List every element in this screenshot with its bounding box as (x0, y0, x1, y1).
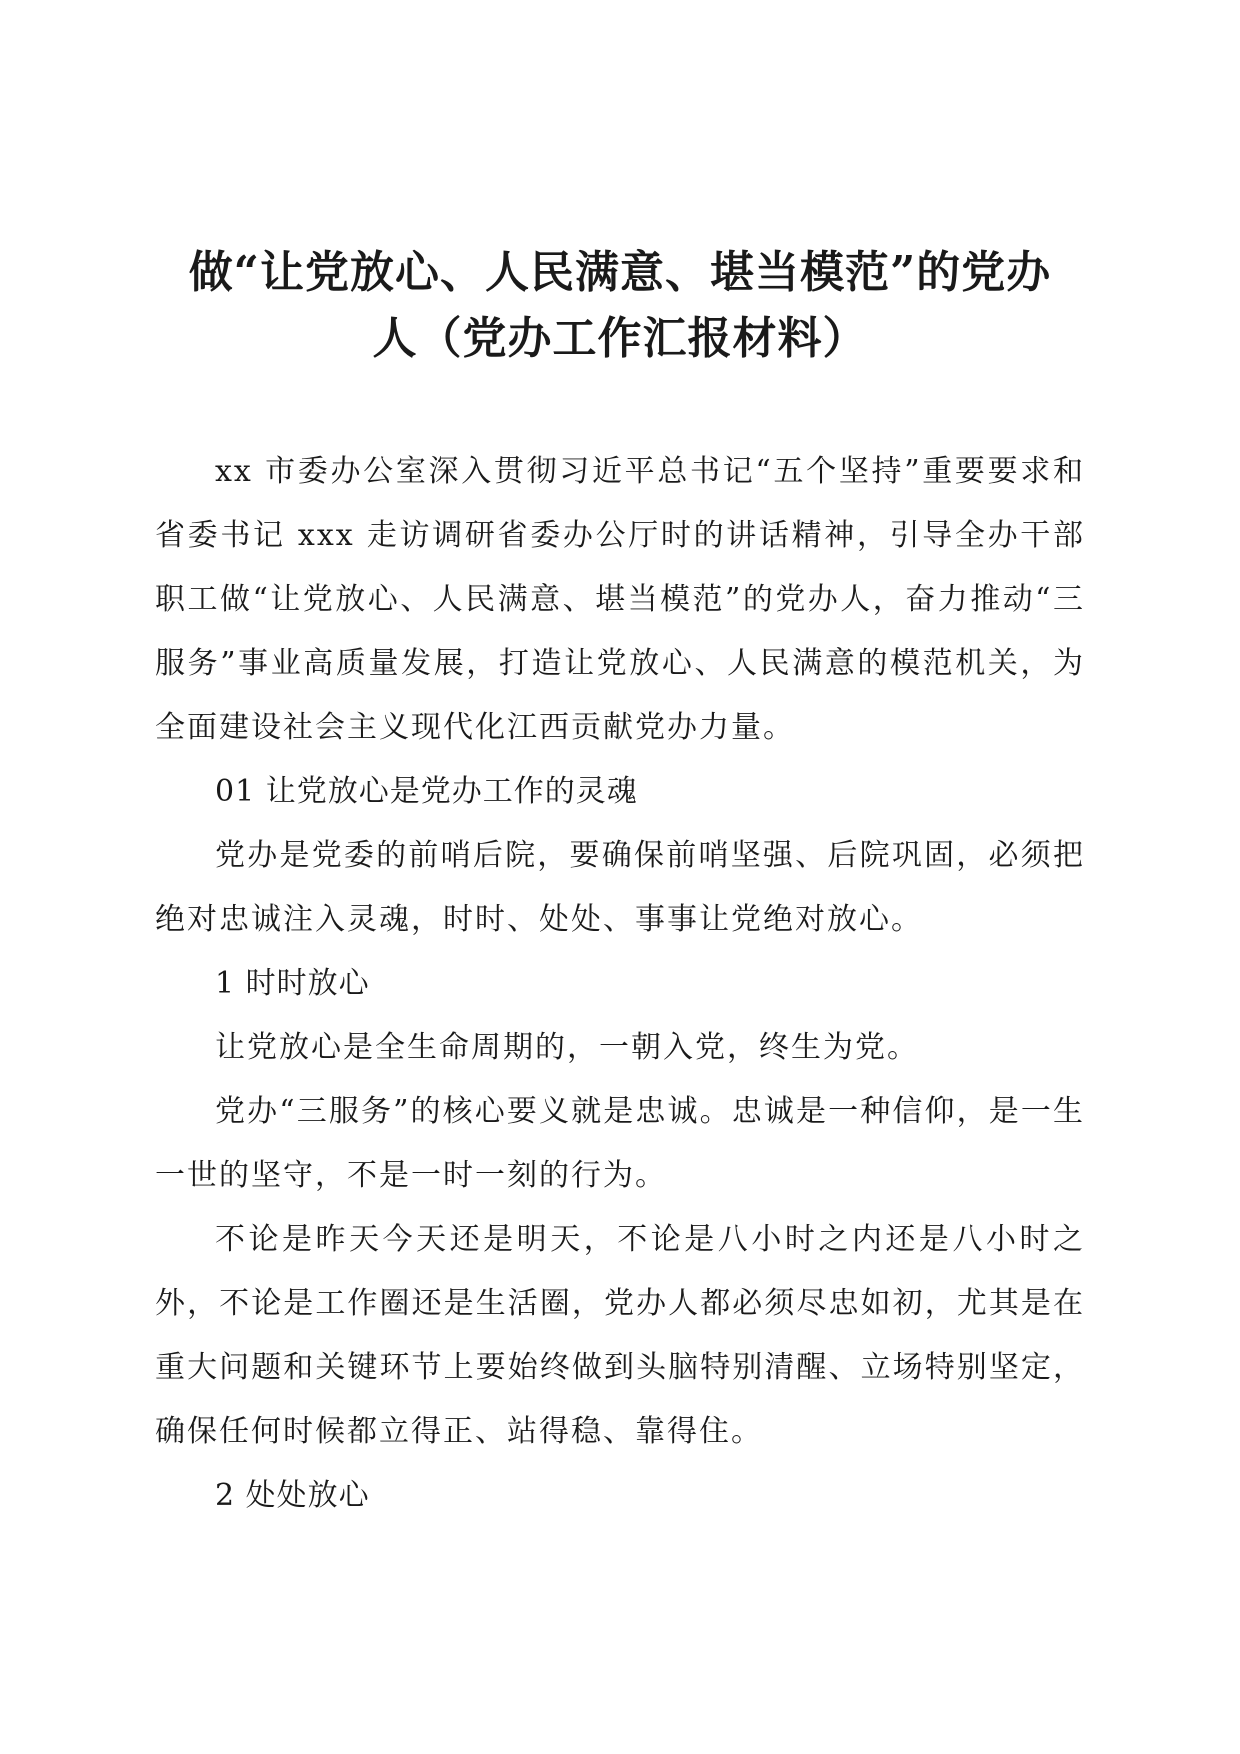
document-title-line-1: 做“让党放心、人民满意、堪当模范”的党办 (188, 247, 1052, 298)
subsection-1-paragraph-1: 让党放心是全生命周期的，一朝入党，终生为党。 (215, 1030, 919, 1065)
intro-paragraph: xx 市委办公室深入贯彻习近平总书记“五个坚持”重要要求和省委书记 xxx 走访调研省委办公厅时的讲话精神，引导全办干部职工做“让党放心、人民满意、堪当模范”的党办人，奋力推动“三服务”事业高质量发展，打造让党放心、人民满意的模范机关，为全面建设社会主义现代化江西贡献党办力量。 (155, 454, 1085, 745)
subsection-heading-1: 1 时时放心 (215, 966, 370, 1001)
section-01-paragraph: 党办是党委的前哨后院，要确保前哨坚强、后院巩固，必须把绝对忠诚注入灵魂，时时、处处、事事让党绝对放心。 (155, 838, 1085, 937)
subsection-1-paragraph-2: 党办“三服务”的核心要义就是忠诚。忠诚是一种信仰，是一生一世的坚守，不是一时一刻的行为。 (155, 1094, 1085, 1193)
document-title (150, 240, 1090, 372)
document-body (155, 440, 1085, 1528)
subsection-1-paragraph-3: 不论是昨天今天还是明天，不论是八小时之内还是八小时之外，不论是工作圈还是生活圈，党办人都必须尽忠如初，尤其是在重大问题和关键环节上要始终做到头脑特别清醒、立场特别坚定，确保任何时候都立得正、站得稳、靠得住。 (155, 1222, 1085, 1449)
document-title-line-2: 人（党办工作汇报材料） (372, 313, 868, 364)
section-heading-01: 01 让党放心是党办工作的灵魂 (215, 774, 638, 809)
subsection-heading-2: 2 处处放心 (215, 1478, 370, 1513)
